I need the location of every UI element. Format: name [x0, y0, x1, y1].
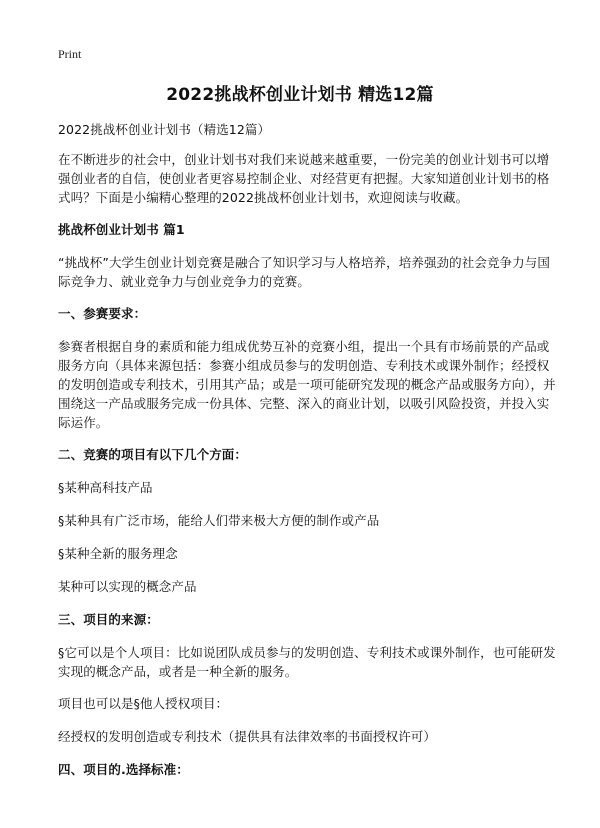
- source-paragraph-2: 项目也可以是§他人授权项目：: [58, 696, 229, 711]
- requirements-paragraph: 参赛者根据自身的素质和能力组成优势互补的竞赛小组，提出一个具有市场前景的产品或服务方向（具体来源包括：参赛小组成员参与的发明创造、专利技术或课外制作；经授权的发明创造或专利技术，引用其产品；或是一项可能研究发现的概念产品或服务方向），并围绕这一产品或服务完成一份具体、完整、深入的商业计划，以吸引风险投资，并投入实际运作。: [58, 339, 556, 430]
- subtitle: 2022挑战杯创业计划书（精选12篇）: [58, 122, 271, 137]
- print-link[interactable]: Print: [58, 47, 82, 61]
- list-item: 某种可以实现的概念产品: [58, 579, 197, 594]
- document-body: [58, 120, 558, 793]
- section-title: 挑战杯创业计划书 篇1: [58, 222, 185, 237]
- source-paragraph-3: 经授权的发明创造或专利技术（提供具有法律效率的书面授权许可）: [58, 729, 437, 744]
- heading-selection-criteria: 四、项目的.选择标准：: [58, 762, 189, 777]
- list-item: §某种高科技产品: [58, 480, 153, 495]
- document-title: 2022挑战杯创业计划书 精选12篇: [166, 85, 434, 105]
- heading-project-source: 三、项目的来源：: [58, 612, 159, 627]
- heading-project-types: 二、竞赛的项目有以下几个方面：: [58, 447, 248, 462]
- heading-requirements: 一、参赛要求：: [58, 306, 147, 321]
- list-item: §某种全新的服务理念: [58, 546, 178, 561]
- source-paragraph: §它可以是个人项目：比如说团队成员参与的发明创造、专利技术或课外制作，也可能研发实现的概念产品，或者是一种全新的服务。: [58, 645, 556, 679]
- intro-paragraph: 在不断进步的社会中，创业计划书对我们来说越来越重要，一份完美的创业计划书可以增强创业者的自信，使创业者更容易控制企业、对经营更有把握。大家知道创业计划书的格式吗？下面是小编精心整理的2022挑战杯创业计划书，欢迎阅读与收藏。: [58, 152, 550, 205]
- list-item: §某种具有广泛市场，能给人们带来极大方便的制作或产品: [58, 513, 380, 528]
- section-intro-paragraph: “挑战杯”大学生创业计划竞赛是融合了知识学习与人格培养，培养强劲的社会竞争力与国际竞争力、就业竞争力与创业竞争力的竞赛。: [58, 255, 550, 289]
